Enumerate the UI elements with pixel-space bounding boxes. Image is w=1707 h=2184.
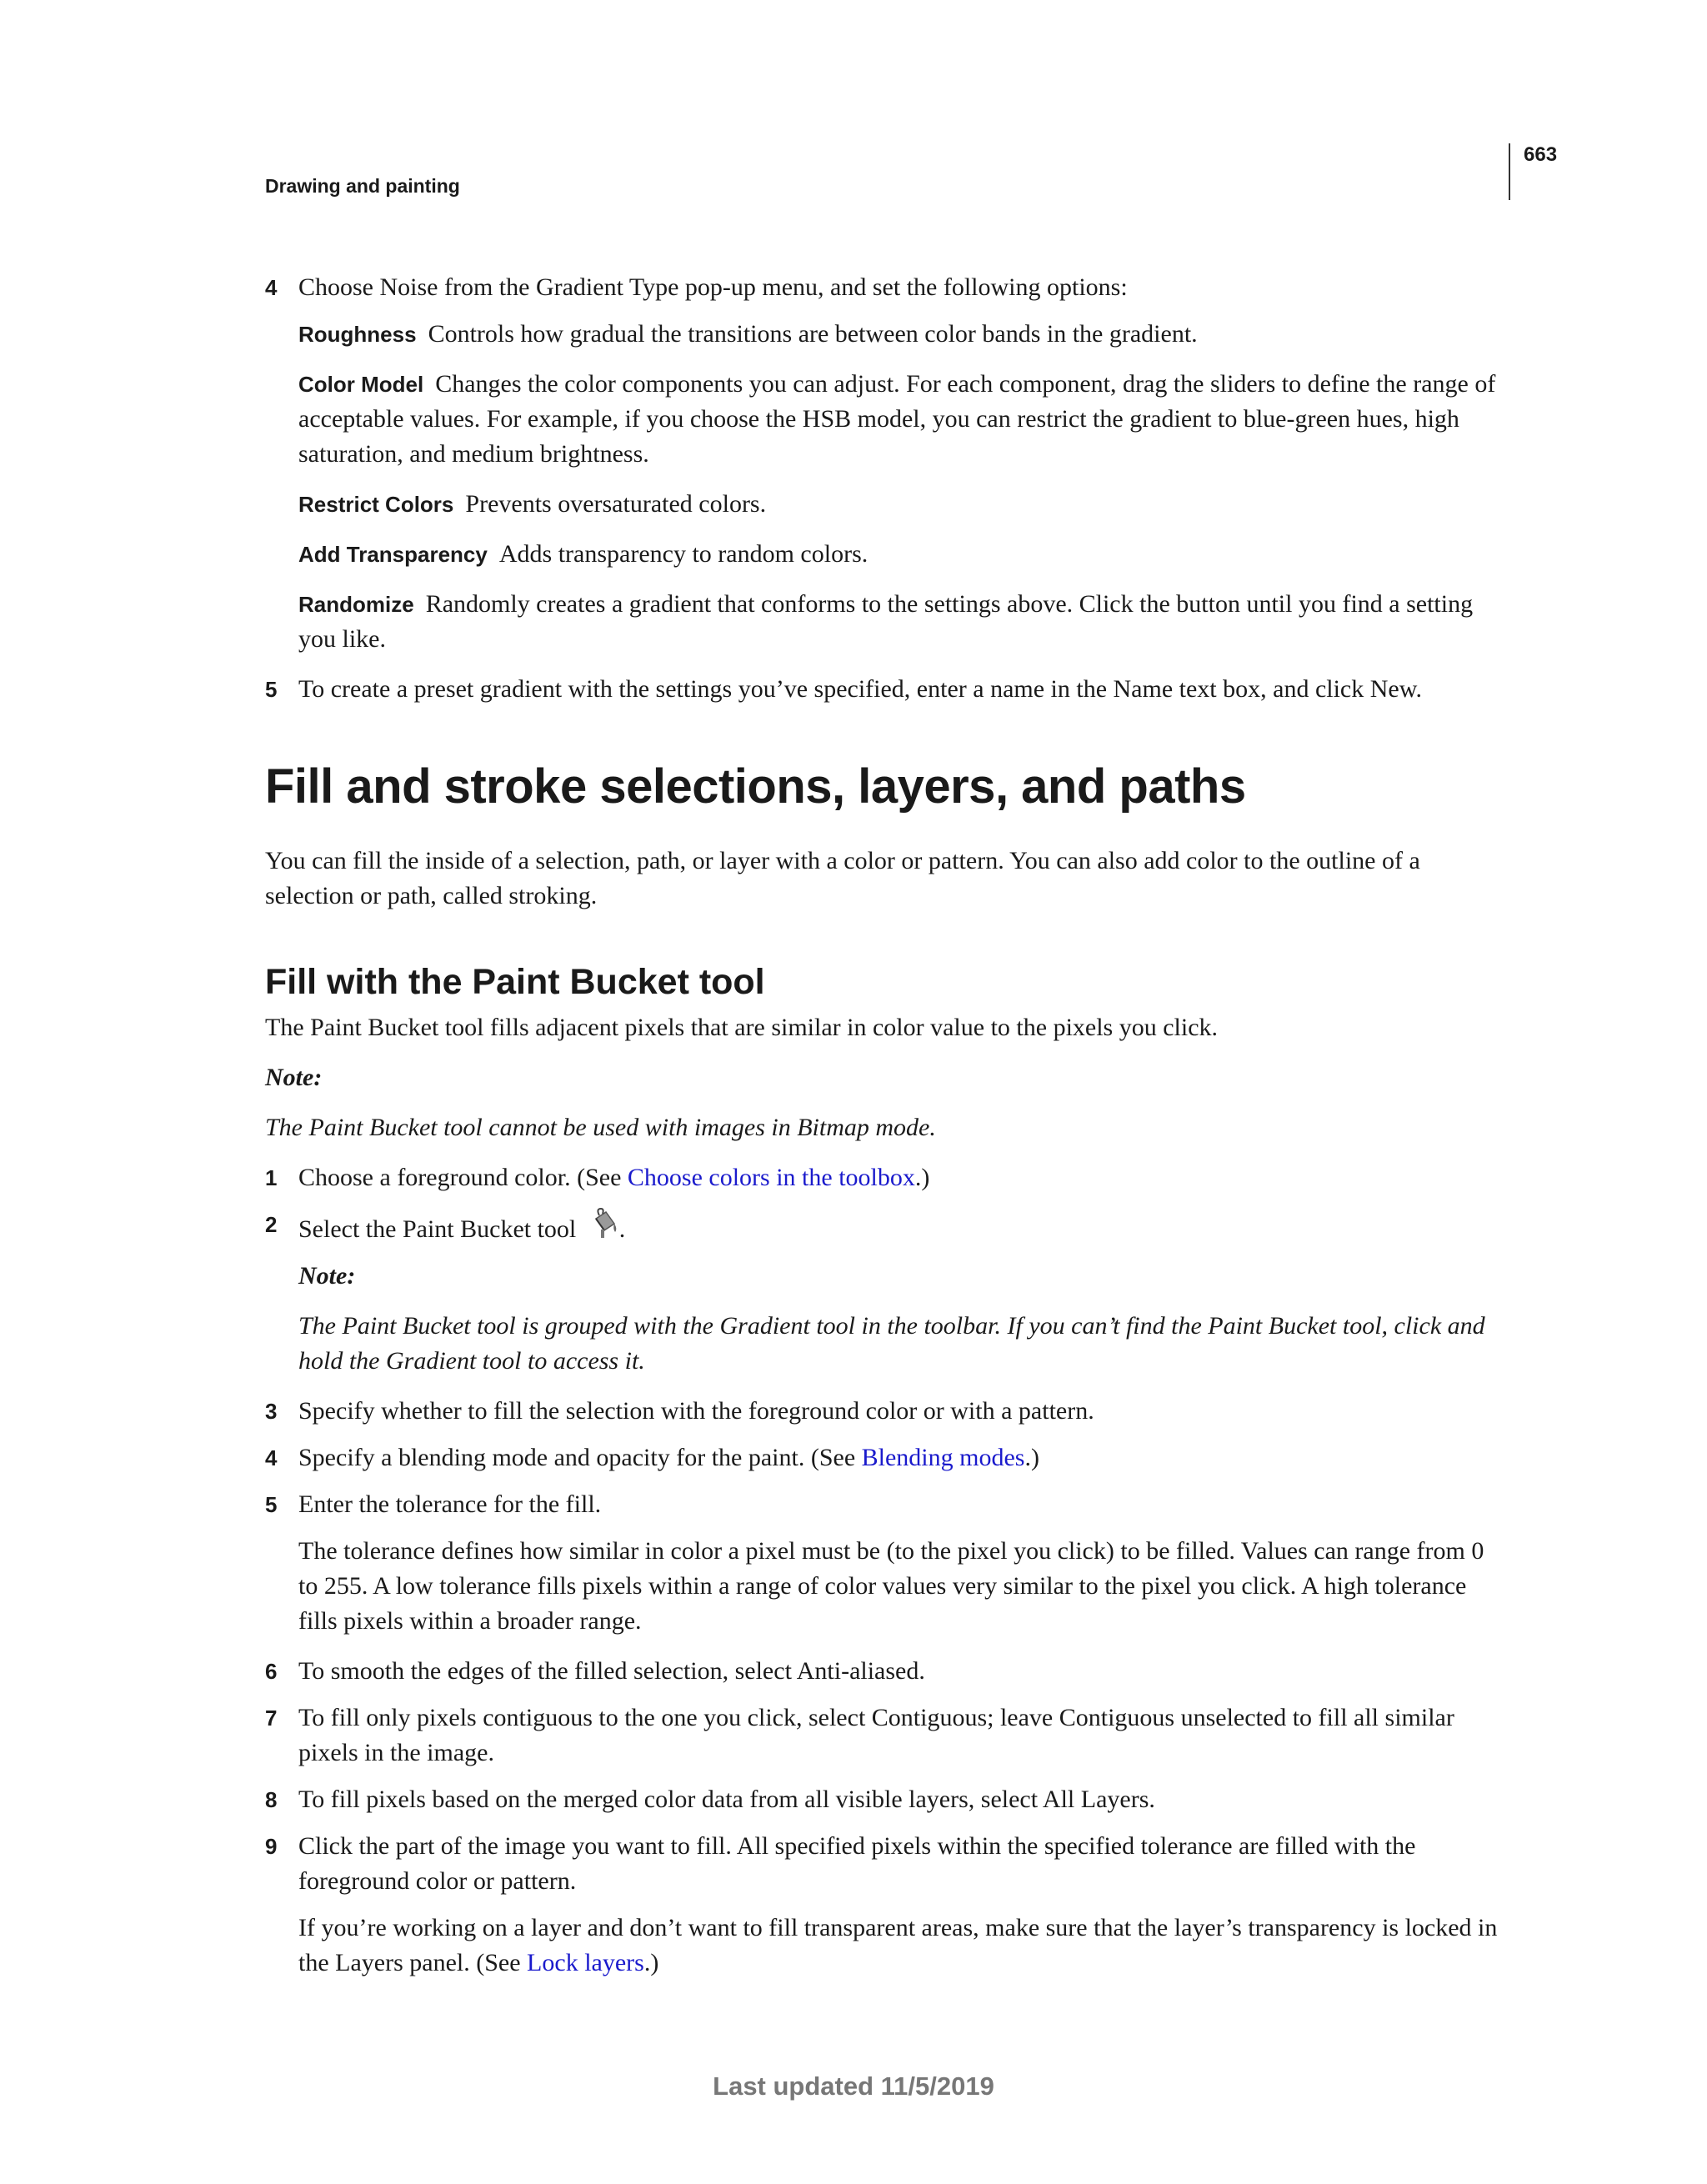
step-7 [265, 1701, 1503, 1771]
step-text: Click the part of the image you want to fill. All specified pixels within the specified tolerance are filled with the foreground color or pattern. [298, 1832, 1416, 1895]
step-text-after: .) [914, 1164, 930, 1191]
step-number: 7 [265, 1706, 278, 1731]
option-restrict-colors [265, 487, 1503, 522]
link-blending-modes[interactable]: Blending modes [861, 1444, 1025, 1471]
option-desc: Prevents oversaturated colors. [465, 490, 767, 518]
step-text: Specify a blending mode and opacity for the paint. (See [298, 1444, 862, 1471]
step-text: To fill pixels based on the merged color data from all visible layers, select All Layers. [298, 1786, 1155, 1813]
step-9-detail [265, 1911, 1503, 1981]
note-label: Note: [265, 1064, 323, 1091]
paint-bucket-icon [589, 1207, 619, 1240]
option-term: Randomize [298, 592, 414, 617]
step-text: To create a preset gradient with the settings you’ve specified, enter a name in the Name text box, and click New. [298, 675, 1422, 703]
note-text: The Paint Bucket tool is grouped with the Gradient tool in the toolbar. If you can’t find the Paint Bucket tool, click and hold the Gradient tool to access it. [298, 1312, 1485, 1375]
step-5 [265, 1487, 1503, 1522]
step-text-after: .) [1024, 1444, 1039, 1471]
step-8 [265, 1782, 1503, 1817]
step-number: 5 [265, 677, 278, 702]
step-number: 5 [265, 1492, 278, 1517]
step-1 [265, 1160, 1503, 1195]
step-number: 8 [265, 1787, 278, 1812]
option-desc: Changes the color components you can adjust. For each component, drag the sliders to define the range of acceptable values. For example, if you choose the HSB model, you can restrict the gradient to blue-green hues, high saturation, and medium brightness. [298, 370, 1496, 468]
step-4 [265, 1440, 1503, 1475]
step-text: Select the Paint Bucket tool [298, 1215, 577, 1243]
section-title: Fill and stroke selections, layers, and paths [265, 759, 1246, 814]
detail-text: If you’re working on a layer and don’t want to fill transparent areas, make sure that the layer’s transparency is locked in the Layers panel. (See [298, 1914, 1498, 1976]
option-add-transparency [265, 537, 1503, 572]
step-number: 1 [265, 1165, 278, 1190]
header-rule [1509, 143, 1510, 200]
step-number: 2 [265, 1212, 278, 1237]
step-6 [265, 1654, 1503, 1689]
page-number: 663 [1524, 143, 1558, 166]
link-choose-colors[interactable]: Choose colors in the toolbox [627, 1164, 915, 1191]
option-term: Color Model [298, 372, 424, 397]
detail-text-after: .) [643, 1949, 659, 1976]
step-text: Enter the tolerance for the fill. [298, 1490, 602, 1518]
running-head: Drawing and painting [265, 175, 460, 197]
link-lock-layers[interactable]: Lock layers [527, 1949, 644, 1976]
option-desc: Controls how gradual the transitions are between color bands in the gradient. [428, 320, 1198, 348]
step-5-detail: The tolerance defines how similar in color a pixel must be (to the pixel you click) to be filled. Values can range from 0 to 255. A low tolerance fills pixels within a range of color values very similar to the pixel you click. A high tolerance fills pixels within a broader range. [298, 1537, 1484, 1635]
footer-last-updated: Last updated 11/5/2019 [713, 2071, 994, 2101]
option-color-model [265, 367, 1503, 472]
option-roughness [265, 317, 1503, 352]
step-text: To fill only pixels contiguous to the one you click, select Contiguous; leave Contiguous unselected to fill all similar pixels in the image. [298, 1704, 1454, 1766]
step-2 [265, 1207, 1503, 1247]
section-intro: You can fill the inside of a selection, path, or layer with a color or pattern. You can also add color to the outline of a selection or path, called stroking. [265, 847, 1420, 909]
note-text: The Paint Bucket tool cannot be used with images in Bitmap mode. [265, 1114, 936, 1141]
page-content [265, 270, 1503, 1996]
gradient-step-5 [265, 672, 1503, 707]
step-number: 3 [265, 1399, 278, 1424]
step-text: Specify whether to fill the selection with the foreground color or with a pattern. [298, 1397, 1094, 1425]
step-text-after: . [618, 1215, 626, 1243]
option-desc: Randomly creates a gradient that conforms to the settings above. Click the button until you find a setting you like. [298, 590, 1474, 653]
subsection-title: Fill with the Paint Bucket tool [265, 962, 765, 1002]
option-term: Roughness [298, 322, 417, 347]
option-term: Add Transparency [298, 542, 488, 567]
step-2-note [265, 1259, 1503, 1379]
step-number: 9 [265, 1834, 278, 1859]
step-text: To smooth the edges of the filled selection, select Anti-aliased. [298, 1657, 925, 1685]
note-label: Note: [298, 1262, 356, 1290]
option-term: Restrict Colors [298, 492, 454, 517]
step-number: 6 [265, 1659, 278, 1684]
step-number: 4 [265, 1445, 278, 1470]
option-randomize [265, 587, 1503, 657]
step-text: Choose Noise from the Gradient Type pop-up menu, and set the following options: [298, 273, 1128, 301]
step-3 [265, 1394, 1503, 1429]
step-text: Choose a foreground color. (See [298, 1164, 628, 1191]
option-desc: Adds transparency to random colors. [498, 540, 869, 568]
subsection-intro: The Paint Bucket tool fills adjacent pixels that are similar in color value to the pixels you click. [265, 1014, 1219, 1041]
step-number: 4 [265, 275, 278, 300]
step-9 [265, 1829, 1503, 1899]
gradient-step-4 [265, 270, 1503, 305]
